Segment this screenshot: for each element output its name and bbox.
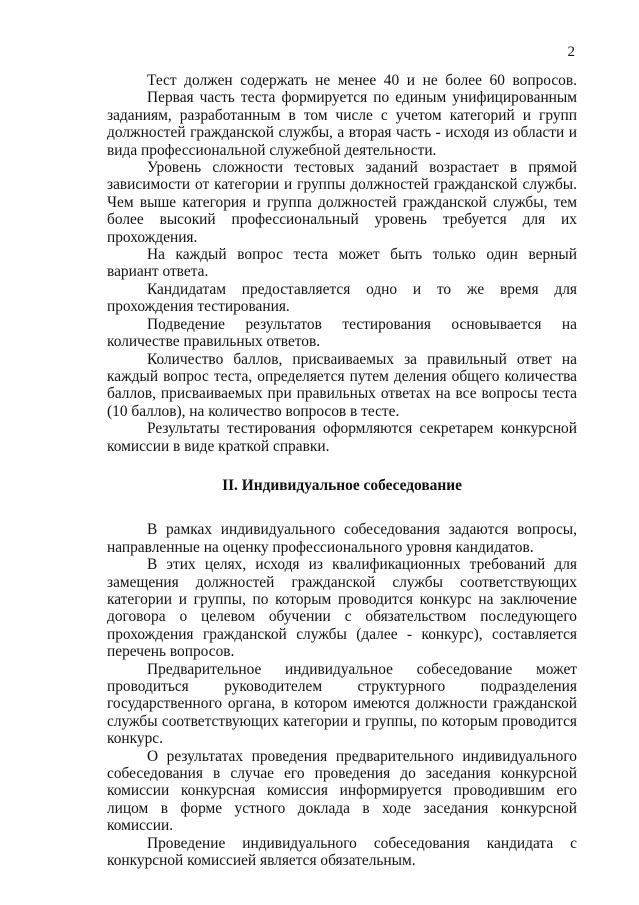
page-number: 2 (567, 44, 575, 60)
paragraph-same-time: Кандидатам предоставляется одно и то же время для прохождения тестирования. (107, 280, 577, 316)
paragraph-preliminary-results: О результатах проведения предварительного индивидуального собеседования в случае его проведения до заседания конкурсной комиссии конкурсная комиссия информируется проводившим его лицом в форме устного доклада в ходе заседания конкурсной комиссии. (107, 747, 577, 835)
paragraph-test-size: Тест должен содержать не менее 40 и не более 60 вопросов. (147, 72, 577, 89)
paragraph-test-parts: Первая часть теста формируется по единым унифицированным заданиям, разработанным в том числе с учетом категорий и групп должностей гражданской службы, а вторая часть - исходя из области и вида профессиональной служебной деятельности. (107, 89, 577, 159)
document-body (107, 72, 577, 869)
paragraph-results-report: Результаты тестирования оформляются секретарем конкурсной комиссии в виде краткой справки. (107, 420, 577, 455)
paragraph-score-calculation: Количество баллов, присваиваемых за правильный ответ на каждый вопрос теста, определяется путем деления общего количества баллов, присваиваемых при правильных ответах на все вопросы теста (10 баллов), на количество вопросов в тесте. (107, 350, 577, 420)
paragraph-difficulty: Уровень сложности тестовых заданий возрастает в прямой зависимости от категории и группы должностей гражданской службы. Чем выше категория и группа должностей гражданской службы, тем более высокий профессиональный уровень требуется для их прохождения. (107, 159, 577, 246)
paragraph-interview-questions: В рамках индивидуального собеседования задаются вопросы, направленные на оценку профессионального уровня кандидатов. (107, 521, 577, 556)
paragraph-preliminary-interview: Предварительное индивидуальное собеседование может проводиться руководителем структурного подразделения государственного органа, в котором имеются должности гражданской службы соответствующих категории и группы, по которым проводится конкурс. (107, 660, 577, 748)
paragraph-question-list: В этих целях, исходя из квалификационных требований для замещения должностей гражданской службы соответствующих категории и группы, по которым проводится конкурс на заключение договора о целевом обучении с обязательством последующего прохождения гражданской службы (далее - конкурс), составляется перечень вопросов. (107, 556, 577, 661)
section-title: II. Индивидуальное собеседование (222, 476, 462, 494)
paragraph-results-basis: Подведение результатов тестирования основывается на количестве правильных ответов. (107, 315, 577, 351)
paragraph-single-answer: На каждый вопрос теста может быть только один верный вариант ответа. (107, 246, 577, 281)
paragraph-mandatory-interview: Проведение индивидуального собеседования кандидата с конкурсной комиссией является обязательным. (107, 834, 577, 870)
